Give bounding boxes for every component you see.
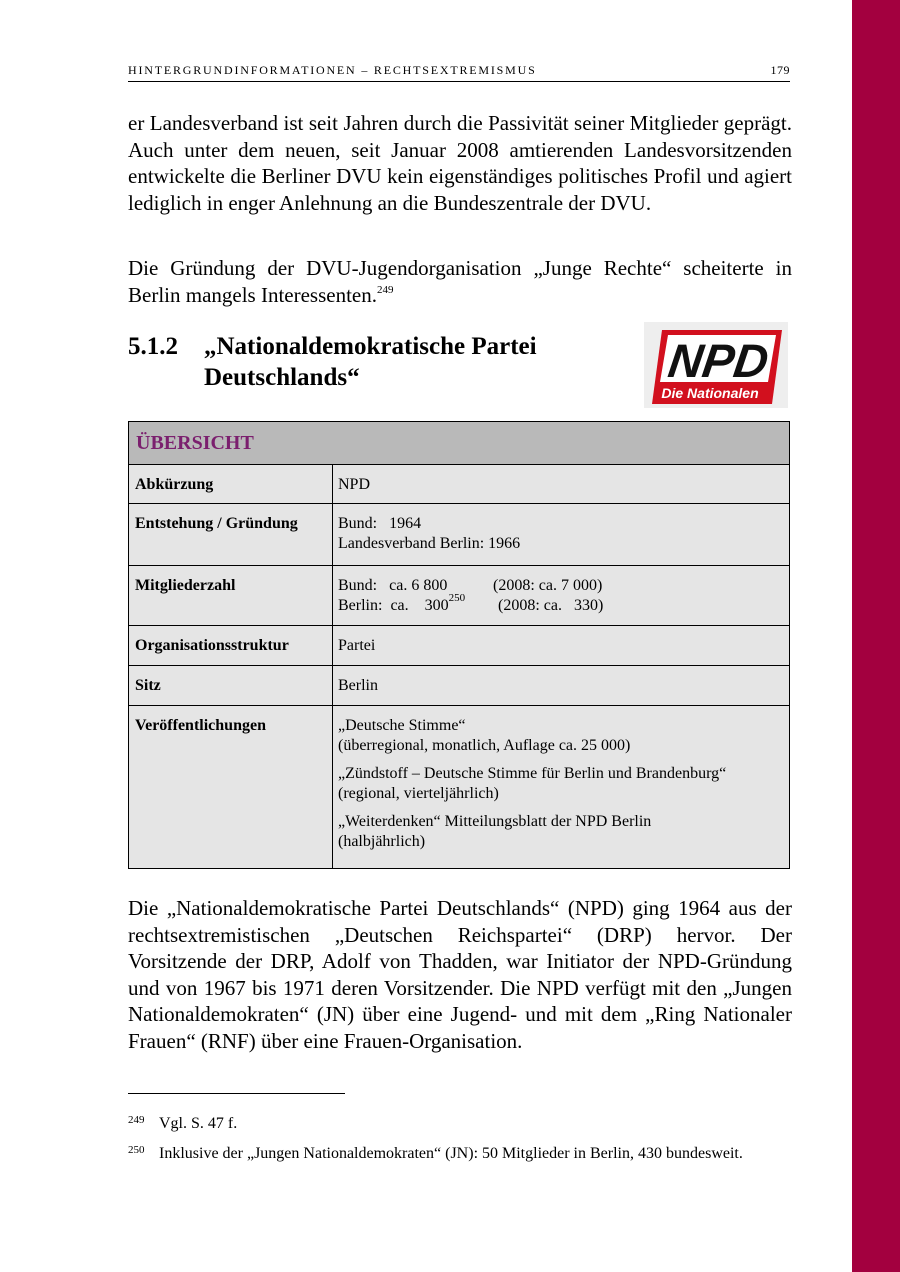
members-federal [338,576,789,596]
row-label: Sitz [129,666,333,705]
footnote-249 [128,1113,790,1134]
table-row-publications [129,706,789,868]
publication-detail: (regional, vierteljährlich) [338,785,499,802]
section-number: 5.1.2 [128,333,178,360]
footnote-number: 250 [128,1144,145,1156]
row-label: Mitgliederzahl [129,566,333,625]
logo-sub-text: Die Nationalen [661,385,759,401]
page-number: 179 [770,63,790,77]
footnote-ref-250[interactable]: 250 [448,592,466,604]
row-label: Entstehung / Gründung [129,504,333,565]
publication-title: „Zündstoff – Deutsche Stimme für Berlin und Brandenburg“ [338,765,727,782]
publication-detail: (überregional, monatlich, Auflage ca. 25 000) [338,737,631,754]
row-value [333,566,789,625]
row-label: Organisationsstruktur [129,626,333,665]
footnote-separator [128,1093,345,1094]
publication-title: „Deutsche Stimme“ [338,717,466,734]
row-label: Veröffentlichungen [129,706,333,868]
page-edge-color-bar [852,0,900,1272]
section-title: „Nationaldemokratische Partei Deutschlands“ [204,333,537,391]
body-paragraph-2 [128,255,792,308]
overview-heading: ÜBERSICHT [129,422,789,465]
row-value [333,504,789,565]
footnote-ref-249[interactable]: 249 [377,283,394,296]
logo-main-text: NPD [665,335,772,388]
row-value [333,706,789,868]
body-paragraph-2-text: Die Gründung der DVU-Jugendorganisation „Junge Rechte“ scheiterte in Berlin mangels Interessenten. [128,256,792,307]
publication-title: „Weiterdenken“ Mitteilungsblatt der NPD Berlin [338,813,652,830]
publication-detail: (halbjährlich) [338,833,426,850]
members-berlin-value: Berlin: ca. 300 [338,597,449,614]
footnote-text: Vgl. S. 47 f. [159,1115,238,1132]
row-value: Berlin [338,677,378,694]
body-paragraph-1: er Landesverband ist seit Jahren durch die Passivität seiner Mitglieder geprägt. Auch unter dem neuen, seit Januar 2008 amtierenden Landesvorsitzenden entwickelte die Berliner DVU kein eigenständiges politisches Profil und agiert lediglich in enger Anlehnung an die Bundeszentrale der DVU. [128,111,792,215]
footnote-number: 249 [128,1114,145,1126]
publication-item [338,812,789,852]
publication-item [338,716,789,756]
npd-logo [644,322,788,408]
row-value: Partei [338,637,376,654]
table-row-structure [129,626,789,666]
body-paragraph-3: Die „Nationaldemokratische Partei Deutschlands“ (NPD) ging 1964 aus der rechtsextremistischen „Deutschen Reichspartei“ (DRP) hervor. Der Vorsitzende der DRP, Adolf von Thadden, war Initiator der NPD-Gründung und von 1967 bis 1971 deren Vorsitzender. Die NPD verfügt mit den „Jungen Nationaldemokraten“ (JN) über eine Jugend- und mit dem „Ring Nationaler Frauen“ (RNF) über eine Frauen-Organisation. [128,896,792,1053]
members-federal-count: Bund: ca. 6 800 [338,577,448,594]
table-row-founding [129,504,789,566]
footnote-250 [128,1143,790,1164]
table-row-abbreviation [129,465,789,504]
running-title: HINTERGRUNDINFORMATIONEN – RECHTSEXTREMISMUS [128,63,537,77]
members-berlin [338,592,789,616]
members-federal-previous: (2008: ca. 7 000) [493,577,603,594]
founding-berlin: Landesverband Berlin: 1966 [338,535,521,552]
row-value: NPD [338,476,371,493]
table-row-members [129,566,789,626]
footnote-text: Inklusive der „Jungen Nationaldemokraten“ (JN): 50 Mitglieder in Berlin, 430 bundesweit. [159,1145,743,1162]
table-row-seat [129,666,789,706]
members-berlin-count [338,592,498,616]
running-header [128,63,790,82]
members-berlin-previous: (2008: ca. 330) [498,597,604,614]
publication-item [338,764,789,804]
founding-federal: Bund: 1964 [338,515,422,532]
overview-table [128,421,790,869]
row-label: Abkürzung [129,465,333,503]
